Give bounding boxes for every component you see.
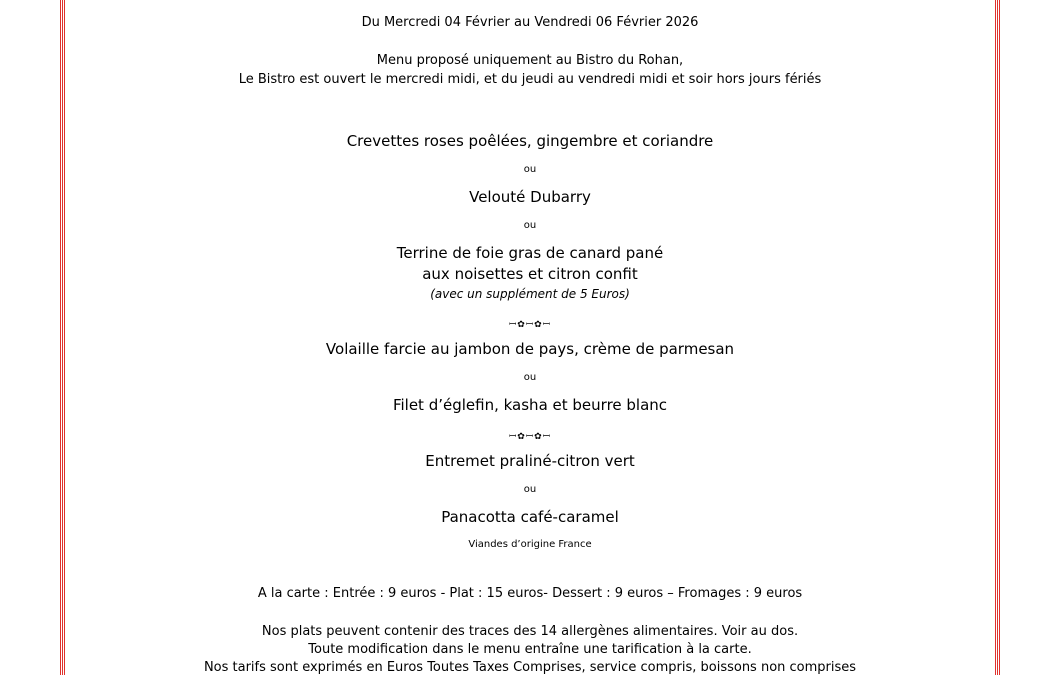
menu-intro-line-2: Le Bistro est ouvert le mercredi midi, et du jeudi au vendredi midi et soir hors jours fériés [238,72,822,87]
starter-1: Crevettes roses poêlées, gingembre et coriandre [346,132,714,150]
or-separator: ou [523,164,537,175]
dessert-1: Entremet praliné-citron vert [425,452,635,470]
a-la-carte-prices: A la carte : Entrée : 9 euros - Plat : 15 euros- Dessert : 9 euros – Fromages : 9 euros [257,586,803,601]
or-separator: ou [523,372,537,383]
dessert-2: Panacotta café-caramel [441,508,619,526]
ornament-divider: ꟷ✿ꟷ✿ꟷ [508,432,552,442]
or-separator: ou [523,484,537,495]
menu-dates: Du Mercredi 04 Février au Vendredi 06 Février 2026 [361,15,699,30]
main-1: Volaille farcie au jambon de pays, crème de parmesan [325,340,735,358]
starter-2: Velouté Dubarry [469,188,591,206]
left-decorative-border [60,0,66,675]
main-2: Filet d’églefin, kasha et beurre blanc [392,396,668,414]
modification-notice: Toute modification dans le menu entraîne une tarification à la carte. [308,642,752,657]
menu-intro-line-1: Menu proposé uniquement au Bistro du Rohan, [376,53,684,68]
meat-origin-note: Viandes d’origine France [468,539,592,550]
starter-3-supplement-note: (avec un supplément de 5 Euros) [430,287,630,301]
right-decorative-border [995,0,1001,675]
or-separator: ou [523,220,537,231]
starter-3-line-2: aux noisettes et citron confit [422,265,638,283]
starter-3-line-1: Terrine de foie gras de canard pané [396,244,664,262]
allergen-notice: Nos plats peuvent contenir des traces des 14 allergènes alimentaires. Voir au dos. [261,624,799,639]
tariff-notice: Nos tarifs sont exprimés en Euros Toutes Taxes Comprises, service compris, boissons non comprises [203,660,857,675]
ornament-divider: ꟷ✿ꟷ✿ꟷ [508,320,552,330]
